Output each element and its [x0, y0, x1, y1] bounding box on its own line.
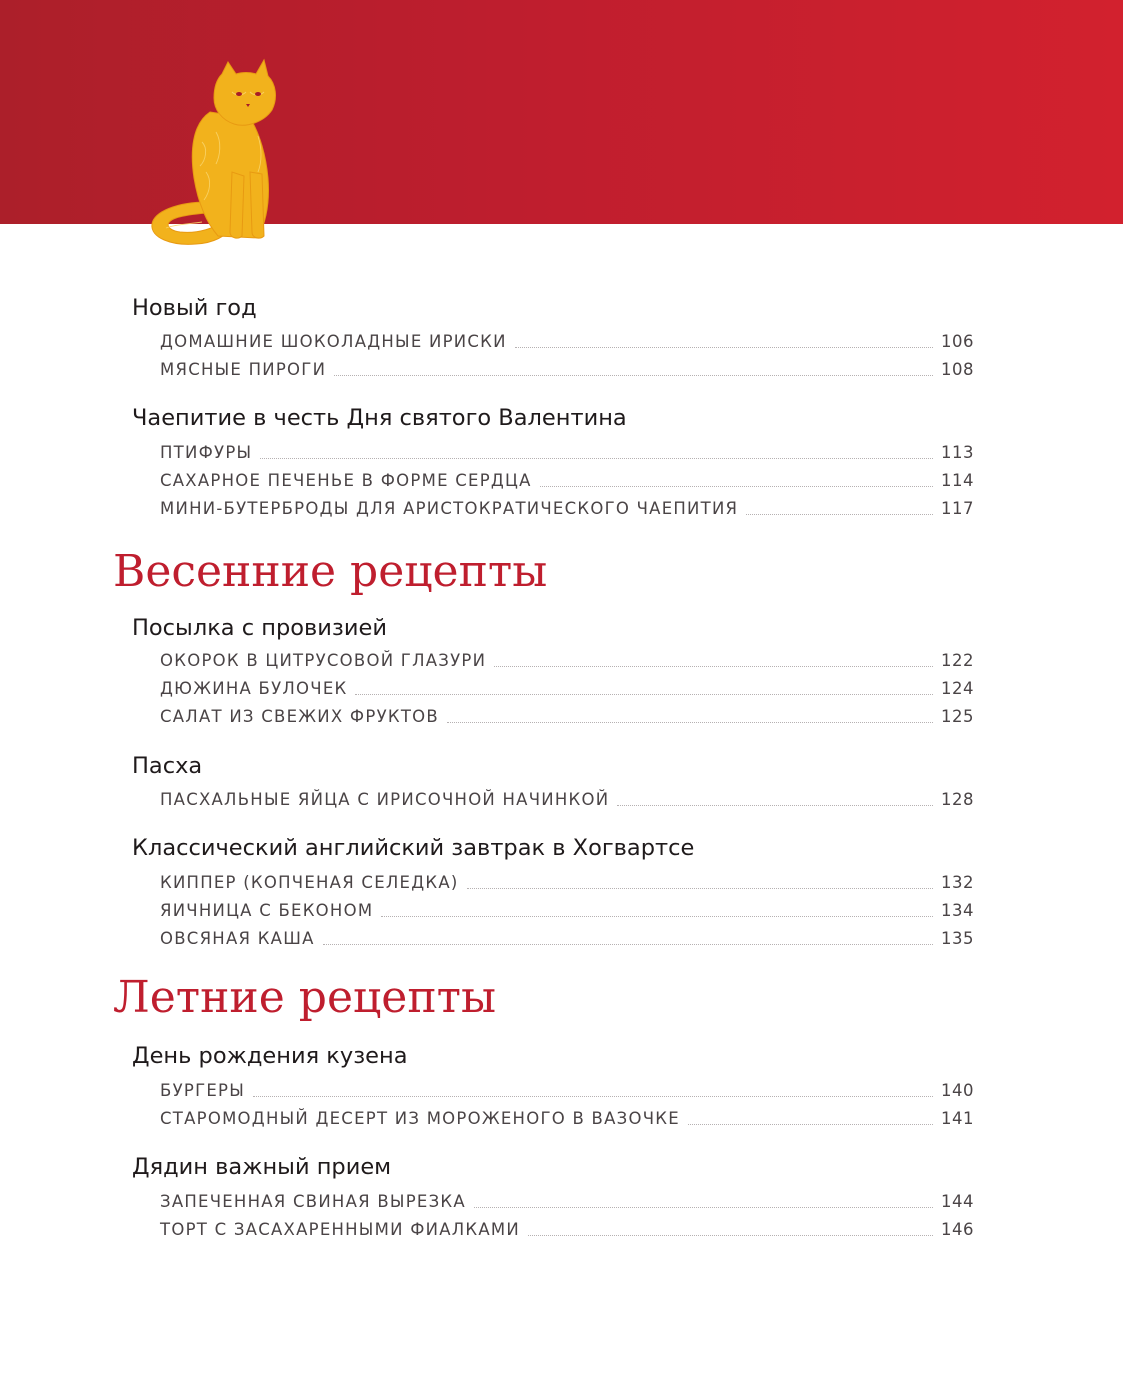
recipe-name: СТАРОМОДНЫЙ ДЕСЕРТ ИЗ МОРОЖЕНОГО В ВАЗОЧКЕ	[160, 1109, 680, 1128]
toc-entry[interactable]	[160, 1107, 974, 1131]
toc-entry[interactable]	[160, 677, 974, 701]
recipe-name: МЯСНЫЕ ПИРОГИ	[160, 360, 327, 379]
dot-leader	[494, 666, 933, 667]
page-number: 135	[941, 929, 974, 948]
page-number: 144	[941, 1192, 974, 1211]
dot-leader	[528, 1235, 933, 1236]
event-title: Пасха	[132, 753, 203, 779]
recipe-name: КИППЕР (КОПЧЕНАЯ СЕЛЕДКА)	[160, 873, 459, 892]
dot-leader	[447, 722, 933, 723]
dot-leader	[381, 916, 933, 917]
toc-entry[interactable]	[160, 358, 974, 382]
toc-entry[interactable]	[160, 330, 974, 354]
recipe-name: МИНИ-БУТЕРБРОДЫ ДЛЯ АРИСТОКРАТИЧЕСКОГО ЧАЕПИТИЯ	[160, 499, 739, 518]
event-title: Чаепитие в честь Дня святого Валентина	[132, 405, 627, 431]
page-number: 128	[941, 790, 974, 809]
page-number: 132	[941, 873, 974, 892]
recipe-name: ДОМАШНИЕ ШОКОЛАДНЫЕ ИРИСКИ	[160, 332, 507, 351]
toc-entry[interactable]	[160, 1190, 974, 1214]
dot-leader	[540, 486, 933, 487]
cat-illustration	[146, 52, 296, 252]
dot-leader	[474, 1207, 933, 1208]
page-number: 114	[941, 471, 974, 490]
section-title: Весенние рецепты	[113, 546, 548, 597]
event-title: Посылка с провизией	[132, 615, 387, 641]
toc-entry[interactable]	[160, 649, 974, 673]
page-number: 106	[941, 332, 974, 351]
page-number: 125	[941, 707, 974, 726]
page-number: 117	[941, 499, 974, 518]
recipe-name: ОКОРОК В ЦИТРУСОВОЙ ГЛАЗУРИ	[160, 651, 487, 670]
dot-leader	[253, 1096, 933, 1097]
toc-entry[interactable]	[160, 705, 974, 729]
recipe-name: ПТИФУРЫ	[160, 443, 253, 462]
recipe-name: ОВСЯНАЯ КАША	[160, 929, 315, 948]
recipe-name: ТОРТ С ЗАСАХАРЕННЫМИ ФИАЛКАМИ	[160, 1220, 521, 1239]
dot-leader	[334, 375, 933, 376]
toc-entry[interactable]	[160, 899, 974, 923]
recipe-name: САЛАТ ИЗ СВЕЖИХ ФРУКТОВ	[160, 707, 439, 726]
event-title: День рождения кузена	[132, 1043, 408, 1069]
recipe-name: САХАРНОЕ ПЕЧЕНЬЕ В ФОРМЕ СЕРДЦА	[160, 471, 532, 490]
recipe-name: БУРГЕРЫ	[160, 1081, 246, 1100]
toc-entry[interactable]	[160, 497, 974, 521]
recipe-name: ЯИЧНИЦА С БЕКОНОМ	[160, 901, 374, 920]
page-number: 108	[941, 360, 974, 379]
toc-entry[interactable]	[160, 1079, 974, 1103]
section-title: Летние рецепты	[113, 972, 497, 1023]
dot-leader	[515, 347, 933, 348]
page-number: 122	[941, 651, 974, 670]
recipe-name: ПАСХАЛЬНЫЕ ЯЙЦА С ИРИСОЧНОЙ НАЧИНКОЙ	[160, 790, 610, 809]
toc-entry[interactable]	[160, 469, 974, 493]
page-number: 134	[941, 901, 974, 920]
dot-leader	[617, 805, 933, 806]
page-number: 141	[941, 1109, 974, 1128]
page-number: 146	[941, 1220, 974, 1239]
toc-entry[interactable]	[160, 441, 974, 465]
toc-entry[interactable]	[160, 871, 974, 895]
toc-entry[interactable]	[160, 1218, 974, 1242]
dot-leader	[746, 514, 933, 515]
recipe-name: ДЮЖИНА БУЛОЧЕК	[160, 679, 348, 698]
dot-leader	[355, 694, 933, 695]
dot-leader	[323, 944, 933, 945]
page-number: 113	[941, 443, 974, 462]
dot-leader	[260, 458, 933, 459]
event-title: Дядин важный прием	[132, 1154, 392, 1180]
event-title: Новый год	[132, 295, 257, 321]
toc-entry[interactable]	[160, 788, 974, 812]
dot-leader	[467, 888, 933, 889]
toc-entry[interactable]	[160, 927, 974, 951]
page-number: 124	[941, 679, 974, 698]
page-number: 140	[941, 1081, 974, 1100]
event-title: Классический английский завтрак в Хогвартсе	[132, 835, 695, 861]
recipe-name: ЗАПЕЧЕННАЯ СВИНАЯ ВЫРЕЗКА	[160, 1192, 466, 1211]
dot-leader	[688, 1124, 933, 1125]
